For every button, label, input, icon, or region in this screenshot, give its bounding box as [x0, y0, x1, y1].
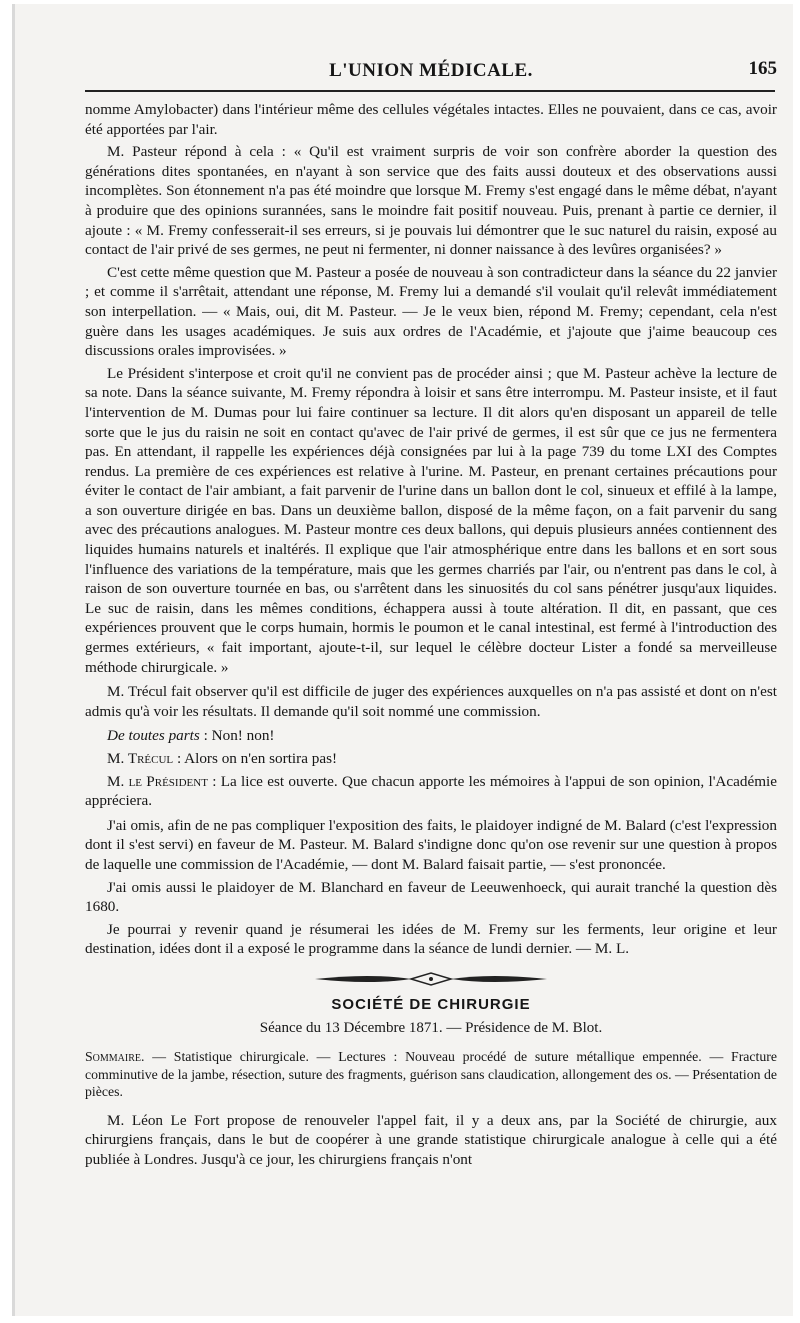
sommaire-text: — Statistique chirurgicale. — Lectures : Nouveau procédé de suture métallique empennée. — Fracture comminutive de la jambe, résection, suture des fragments, guérison sans claudication, allongement des os. — Présentation de pièces.: [85, 1049, 777, 1100]
sommaire-label: Sommaire.: [85, 1049, 145, 1065]
section-ornament: [311, 971, 551, 987]
section-title: SOCIÉTÉ DE CHIRURGIE: [331, 995, 531, 1013]
journal-page: [12, 4, 793, 1316]
header-rule: [85, 90, 775, 92]
paragraph-11: Je pourrai y revenir quand je résumerai les idées de M. Fremy sur les ferments, leur origine et leur destination, idées dont il a exposé le programme dans la séance de lundi dernier. — M. L.: [85, 920, 777, 958]
page-number: 165: [748, 58, 777, 79]
speaker-president: M. le Président: [107, 772, 208, 790]
speech-text: : Alors on n'en sortira pas!: [173, 750, 338, 767]
page-header: [85, 52, 777, 84]
paragraph-9: J'ai omis, afin de ne pas compliquer l'exposition des faits, le plaidoyer indigné de M. Balard (c'est l'expression dont il s'est servi) en faveur de M. Pasteur. M. Balard s'indigne donc qu'on ose revenir sur une question à propos de laquelle une commission de l'Académie, — dont M. Balard faisait partie, — s'est prononcée.: [85, 816, 777, 873]
speaker-trecul: M. Trécul: [107, 750, 174, 767]
paragraph-8: [85, 772, 777, 811]
sommaire: [85, 1048, 777, 1101]
paragraph-6: [85, 726, 777, 746]
paragraph-7: [85, 749, 777, 769]
session-line: Séance du 13 Décembre 1871. — Présidence de M. Blot.: [259, 1019, 603, 1036]
running-title: L'UNION MÉDICALE.: [329, 60, 533, 81]
paragraph-4: Le Président s'interpose et croit qu'il ne convient pas de procéder ainsi ; que M. Pasteur achève la lecture de sa note. Dans la séance suivante, M. Fremy répondra à loisir et sans être interrompu. M. Pasteur insiste, et il faut l'intervention de M. Dumas pour lui faire continuer sa lecture. Il dit alors qu'en disposant un appareil de telle sorte que le jus du raisin ne soit en contact qu'avec de l'air privé de germes, il est sûr que ce jus ne fermentera pas. En attendant, il rappelle les expériences déjà consignées par lui à la page 739 du tome LXI des Comptes rendus. La première de ces expériences est relative à l'urine. M. Pasteur, en prenant certaines précautions pour éviter le contact de l'air ambiant, a fait parvenir de l'urine dans un ballon dont le col, sinueux et effilé à la lampe, a son ouverture dirigée en bas. Dans un deuxième ballon, disposé de la même façon, on a fait parvenir du sang avec des précautions analogues. M. Pasteur montre ces deux ballons, qui depuis plusieurs années contiennent des liquides humains naturels et inaltérés. Il explique que l'air atmosphérique entre dans les ballons et en sort sous l'influence des variations de la température, mais que les germes charriés par l'air, ou n'entrent pas dans le col, à raison de son ouverture tournée en bas, ou s'arrêtent dans les sinuosités du col sans pénétrer jusqu'aux liquides. Le suc de raisin, dans les mêmes conditions, échappera aussi à toute altération. Il dit, en passant, que ces expériences prouvent que le corps humain, hormis le poumon et le canal intestinal, est fermé à l'introduction des germes extérieurs, « fait important, ajoute-t-il, sur lequel le célèbre docteur Lister a fondé sa merveilleuse méthode chirurgicale. »: [85, 364, 777, 676]
speaker-de-toutes-parts: De toutes parts: [107, 727, 200, 745]
paragraph-12: M. Léon Le Fort propose de renouveler l'appel fait, il y a deux ans, par la Société de chirurgie, aux chirurgiens français, dans le but de coopérer à une grande statistique chirurgicale analogue à celle qui a été publiée à Londres. Jusqu'à ce jour, les chirurgiens français n'ont: [85, 1111, 777, 1168]
paragraph-5: M. Trécul fait observer qu'il est difficile de juger des expériences auxquelles on n'a pas assisté et dont on n'est admis qu'à voir les résultats. Il demande qu'il soit nommé une commission.: [85, 683, 777, 720]
paragraph-2: M. Pasteur répond à cela : « Qu'il est vraiment surpris de voir son confrère aborder la question des générations dites spontanées, en n'ayant à son service que des faits aussi douteux et des observations aussi incomplètes. Son étonnement n'a pas été moindre que lorsque M. Fremy s'est engagé dans le même débat, n'ayant à produire que des opinions surannées, sans le moindre fait positif nouveau. Puis, prenant à partie ce dernier, il ajoute : « M. Fremy confesserait-il ses erreurs, si je pouvais lui démontrer que le suc naturel du raisin, exposé au contact de l'air privé de ses germes, ne peut ni fermenter, ni donner naissance à des levûres organisées? »: [85, 143, 777, 259]
article-body: [85, 100, 777, 1172]
speech-text: : Non! non!: [199, 727, 275, 745]
speech-text: : La lice est ouverte. Que chacun apporte les mémoires à l'appui de son opinion, l'Académie appréciera.: [85, 772, 777, 810]
paragraph-1: nomme Amylobacter) dans l'intérieur même des cellules végétales intactes. Elles ne pouvaient, dans ce cas, avoir été apportées par l'air.: [85, 101, 777, 138]
paragraph-10: J'ai omis aussi le plaidoyer de M. Blanchard en faveur de Leeuwenhoeck, qui aurait tranché la question dès 1680.: [85, 878, 777, 916]
paragraph-3: C'est cette même question que M. Pasteur a posée de nouveau à son contradicteur dans la séance du 22 janvier ; et comme il s'arrêtait, attendant une réponse, M. Fremy lui a demandé s'il voulait qu'il relevât immédiatement son interpellation. — « Mais, oui, dit M. Pasteur. — Je le veux bien, répond M. Fremy; cependant, cela n'est guère dans les usages académiques. Je suis aux ordres de l'Académie, et j'ajoute que j'aime beaucoup ces discussions orales improvisées. »: [85, 263, 777, 360]
